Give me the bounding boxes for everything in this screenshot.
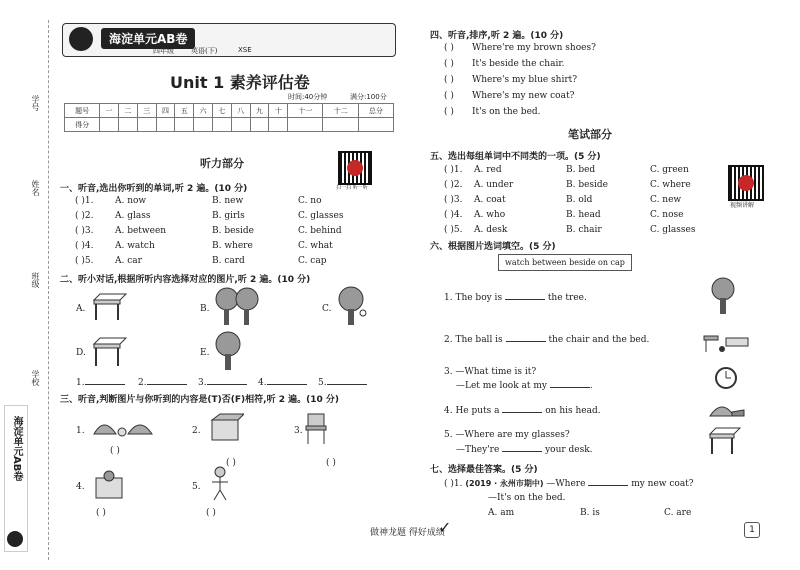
mc-text-end: my new coat? <box>631 479 694 489</box>
option-c[interactable]: C. glasses <box>298 211 344 221</box>
tree-boy-picture-2 <box>708 276 740 316</box>
fill-blank[interactable] <box>502 451 542 452</box>
brand-edition: XSE <box>238 46 252 54</box>
option-b[interactable]: B. card <box>212 256 245 266</box>
mc-option-b[interactable]: B. is <box>580 508 600 518</box>
option-b[interactable]: B. bed <box>566 165 596 175</box>
score-cell: 四 <box>156 104 175 118</box>
section2-title: 二、听小对话,根据所听内容选择对应的图片,听 2 遍。(10 分) <box>60 275 311 285</box>
score-cell: 十一 <box>288 104 323 118</box>
score-cell: 十 <box>269 104 288 118</box>
margin-label-class: 班级 <box>31 272 40 288</box>
order-item-4: Where's my new coat? <box>472 91 575 101</box>
order-paren-2[interactable]: ( ) <box>444 59 454 69</box>
tf-label-2: 2. <box>192 426 201 436</box>
score-input[interactable] <box>250 118 269 132</box>
mc-question-1 <box>444 478 694 489</box>
writing-heading: 笔试部分 <box>568 128 612 141</box>
option-a[interactable]: A. watch <box>115 241 155 251</box>
order-item-3: Where's my blue shirt? <box>472 75 578 85</box>
score-input[interactable] <box>156 118 175 132</box>
section6-title: 六、根据图片选词填空。(5 分) <box>430 242 556 252</box>
option-a[interactable]: A. glass <box>115 211 151 221</box>
binding-dotted-line <box>48 20 49 560</box>
score-cell: 一 <box>100 104 119 118</box>
fill-q5-text: —They're <box>456 445 500 455</box>
list-item <box>75 226 93 236</box>
item-number: ( )3. <box>75 226 94 236</box>
cap-picture <box>706 398 746 420</box>
order-paren-3[interactable]: ( ) <box>444 75 454 85</box>
answer-blank-3[interactable] <box>198 378 247 388</box>
score-table <box>64 103 394 132</box>
order-item-2: It's beside the chair. <box>472 59 565 69</box>
score-input[interactable] <box>100 118 119 132</box>
option-b[interactable]: B. old <box>566 195 593 205</box>
tree-boy-picture[interactable] <box>335 285 369 327</box>
option-a[interactable]: A. under <box>474 180 514 190</box>
tf-paren-3[interactable]: ( ) <box>326 458 336 468</box>
blank-number: 1. <box>76 378 85 388</box>
spine-logo-icon <box>7 531 23 547</box>
tf-label-5: 5. <box>192 482 201 492</box>
option-b[interactable]: B. where <box>212 241 253 251</box>
answer-blank-1[interactable] <box>76 378 125 388</box>
qr-caption-right: 视频讲解 <box>730 202 755 209</box>
order-paren-5[interactable]: ( ) <box>444 107 454 117</box>
blank-number: 3. <box>198 378 207 388</box>
mc-number: ( )1. <box>444 479 463 489</box>
item-number: ( )1. <box>444 165 463 175</box>
margin-label-student-number: 学号 <box>31 95 40 111</box>
list-item <box>75 196 93 206</box>
option-b[interactable]: B. girls <box>212 211 245 221</box>
section7-title: 七、选择最佳答案。(5 分) <box>430 465 538 475</box>
section1-title: 一、听音,选出你听到的单词,听 2 遍。(10 分) <box>60 184 248 194</box>
spine-brand-text: 海淀单元AB卷 <box>11 416 22 482</box>
score-input[interactable] <box>269 118 288 132</box>
score-input[interactable] <box>323 118 358 132</box>
caps-picture[interactable] <box>92 416 154 440</box>
option-c[interactable]: C. new <box>650 195 682 205</box>
chair-bed-picture <box>702 324 750 354</box>
blank-number: 4. <box>258 378 267 388</box>
fill-q4-end: on his head. <box>545 406 601 416</box>
word-bank: watch between beside on cap <box>498 254 632 271</box>
item-number: ( )4. <box>444 210 463 220</box>
margin-label-school: 学校 <box>31 370 40 386</box>
fill-q1-text: 1. The boy is <box>444 293 503 303</box>
option-a[interactable]: A. who <box>474 210 506 220</box>
tf-paren-4[interactable]: ( ) <box>96 508 106 518</box>
option-c[interactable]: C. cap <box>298 256 327 266</box>
answer-blank-2[interactable] <box>138 378 187 388</box>
option-a[interactable]: A. car <box>115 256 142 266</box>
blank-number: 2. <box>138 378 147 388</box>
score-cell: 九 <box>250 104 269 118</box>
picture-label-a: A. <box>76 304 86 314</box>
fill-q1-end: the tree. <box>547 293 587 303</box>
score-input[interactable] <box>194 118 213 132</box>
tf-label-1: 1. <box>76 426 85 436</box>
item-number: ( )3. <box>444 195 463 205</box>
item-number: ( )4. <box>75 241 94 251</box>
fill-q4 <box>444 406 601 416</box>
picture-label-c: C. <box>322 304 332 314</box>
option-c[interactable]: C. behind <box>298 226 342 236</box>
full-score: 满分:100分 <box>350 93 387 101</box>
fill-q2-text: 2. The ball is <box>444 335 503 345</box>
fill-q3-end: . <box>589 381 593 391</box>
score-cell: 题号 <box>65 104 100 118</box>
watch-picture <box>712 364 740 392</box>
fill-q5 <box>456 445 593 455</box>
desk-picture-2[interactable] <box>90 336 130 368</box>
desk-glasses-picture <box>706 426 742 456</box>
option-b[interactable]: B. beside <box>212 226 255 236</box>
option-c[interactable]: C. nose <box>650 210 684 220</box>
fill-q5-end: your desk. <box>545 445 593 455</box>
brand-logo-icon <box>69 27 93 51</box>
brand-banner <box>62 23 396 57</box>
option-b[interactable]: B. chair <box>566 225 602 235</box>
score-cell: 七 <box>213 104 232 118</box>
score-cell: 总分 <box>358 104 393 118</box>
item-number: ( )5. <box>75 256 94 266</box>
spine-brand-block <box>4 405 28 552</box>
option-c[interactable]: C. green <box>650 165 689 175</box>
option-c[interactable]: C. what <box>298 241 333 251</box>
score-label: 得分 <box>65 118 100 132</box>
blank-number: 5. <box>318 378 327 388</box>
qr-caption-left: 扫一扫 听一听 <box>336 185 368 191</box>
trees-picture[interactable] <box>212 285 262 327</box>
picture-label-e: E. <box>200 348 210 358</box>
option-b[interactable]: B. new <box>212 196 244 206</box>
box-cat-picture[interactable] <box>92 468 128 502</box>
item-number: ( )2. <box>444 180 463 190</box>
score-input[interactable] <box>288 118 323 132</box>
list-item <box>75 241 93 251</box>
fill-blank[interactable] <box>502 412 542 413</box>
option-a[interactable]: A. red <box>474 165 502 175</box>
picture-label-b: B. <box>200 304 210 314</box>
fill-blank[interactable] <box>506 341 546 342</box>
answer-blank-4[interactable] <box>258 378 307 388</box>
fill-q1 <box>444 293 587 303</box>
section5-title: 五、选出每组单词中不同类的一项。(5 分) <box>430 152 601 162</box>
footer-slogan: 做神龙题 得好成绩 <box>370 528 445 538</box>
mc-option-a[interactable]: A. am <box>488 508 515 518</box>
option-c[interactable]: C. no <box>298 196 322 206</box>
option-a[interactable]: A. desk <box>474 225 508 235</box>
mc-answer-line: —It's on the bed. <box>488 493 566 503</box>
option-a[interactable]: A. now <box>115 196 147 206</box>
brand-title: 海淀单元AB卷 <box>101 28 195 49</box>
mc-blank[interactable] <box>588 485 628 486</box>
order-item-1: Where're my brown shoes? <box>472 43 596 53</box>
score-cell: 三 <box>137 104 156 118</box>
score-input[interactable] <box>231 118 250 132</box>
item-number: ( )2. <box>75 211 94 221</box>
answer-blank-5[interactable] <box>318 378 367 388</box>
option-b[interactable]: B. beside <box>566 180 609 190</box>
page-title: Unit 1 素养评估卷 <box>170 73 310 92</box>
order-item-5: It's on the bed. <box>472 107 541 117</box>
figure-picture[interactable] <box>208 466 232 502</box>
item-number: ( )5. <box>444 225 463 235</box>
fill-blank[interactable] <box>550 387 590 388</box>
score-cell: 五 <box>175 104 194 118</box>
mc-option-c[interactable]: C. are <box>664 508 692 518</box>
margin-label-name: 姓名 <box>31 180 40 196</box>
option-b[interactable]: B. head <box>566 210 601 220</box>
score-table-score-row <box>65 118 394 132</box>
option-c[interactable]: C. where <box>650 180 691 190</box>
item-number: ( )1. <box>75 196 94 206</box>
section4-title: 四、听音,排序,听 2 遍。(10 分) <box>430 31 564 41</box>
score-cell: 八 <box>231 104 250 118</box>
section3-title: 三、听音,判断图片与你听到的内容是(T)否(F)相符,听 2 遍。(10 分) <box>60 395 339 405</box>
brand-subject: 英语(下) <box>191 47 218 55</box>
list-item <box>75 256 93 266</box>
order-paren-4[interactable]: ( ) <box>444 91 454 101</box>
tf-paren-5[interactable]: ( ) <box>206 508 216 518</box>
fill-q2-end: the chair and the bed. <box>548 335 650 345</box>
tf-label-4: 4. <box>76 482 85 492</box>
list-item <box>75 211 93 221</box>
fill-q2 <box>444 335 649 345</box>
fill-blank[interactable] <box>505 299 545 300</box>
page-number: 1 <box>744 522 760 538</box>
fill-q3-text: —Let me look at my <box>456 381 547 391</box>
tf-paren-1[interactable]: ( ) <box>110 446 120 456</box>
mc-text: —Where <box>546 479 586 489</box>
fill-q4-text: 4. He puts a <box>444 406 500 416</box>
desk-picture[interactable] <box>90 292 130 322</box>
score-input[interactable] <box>358 118 393 132</box>
option-c[interactable]: C. glasses <box>650 225 696 235</box>
brand-grade: 四年级 <box>153 47 174 55</box>
score-cell: 二 <box>119 104 138 118</box>
qr-code-icon-left[interactable] <box>338 151 372 185</box>
mc-source: (2019 · 永州市期中) <box>465 479 544 488</box>
checkmark-icon: ✓ <box>438 518 452 537</box>
time-limit: 时间:40分钟 <box>288 93 328 101</box>
score-table-header-row <box>65 104 394 118</box>
fill-q5-question: 5. —Where are my glasses? <box>444 430 570 440</box>
tf-label-3: 3. <box>294 426 303 436</box>
tf-paren-2[interactable]: ( ) <box>226 458 236 468</box>
score-input[interactable] <box>119 118 138 132</box>
order-paren-1[interactable]: ( ) <box>444 43 454 53</box>
score-input[interactable] <box>213 118 232 132</box>
fill-q3-question: 3. —What time is it? <box>444 367 537 377</box>
box-picture[interactable] <box>208 412 244 442</box>
score-cell: 十二 <box>323 104 358 118</box>
listening-heading: 听力部分 <box>200 157 244 170</box>
tree-picture[interactable] <box>212 330 246 372</box>
option-a[interactable]: A. coat <box>474 195 506 205</box>
qr-code-icon-right[interactable] <box>728 165 764 201</box>
score-input[interactable] <box>137 118 156 132</box>
chair-picture[interactable] <box>302 412 332 446</box>
score-cell: 六 <box>194 104 213 118</box>
picture-label-d: D. <box>76 348 86 358</box>
fill-q3 <box>456 381 593 391</box>
score-input[interactable] <box>175 118 194 132</box>
option-a[interactable]: A. between <box>115 226 167 236</box>
